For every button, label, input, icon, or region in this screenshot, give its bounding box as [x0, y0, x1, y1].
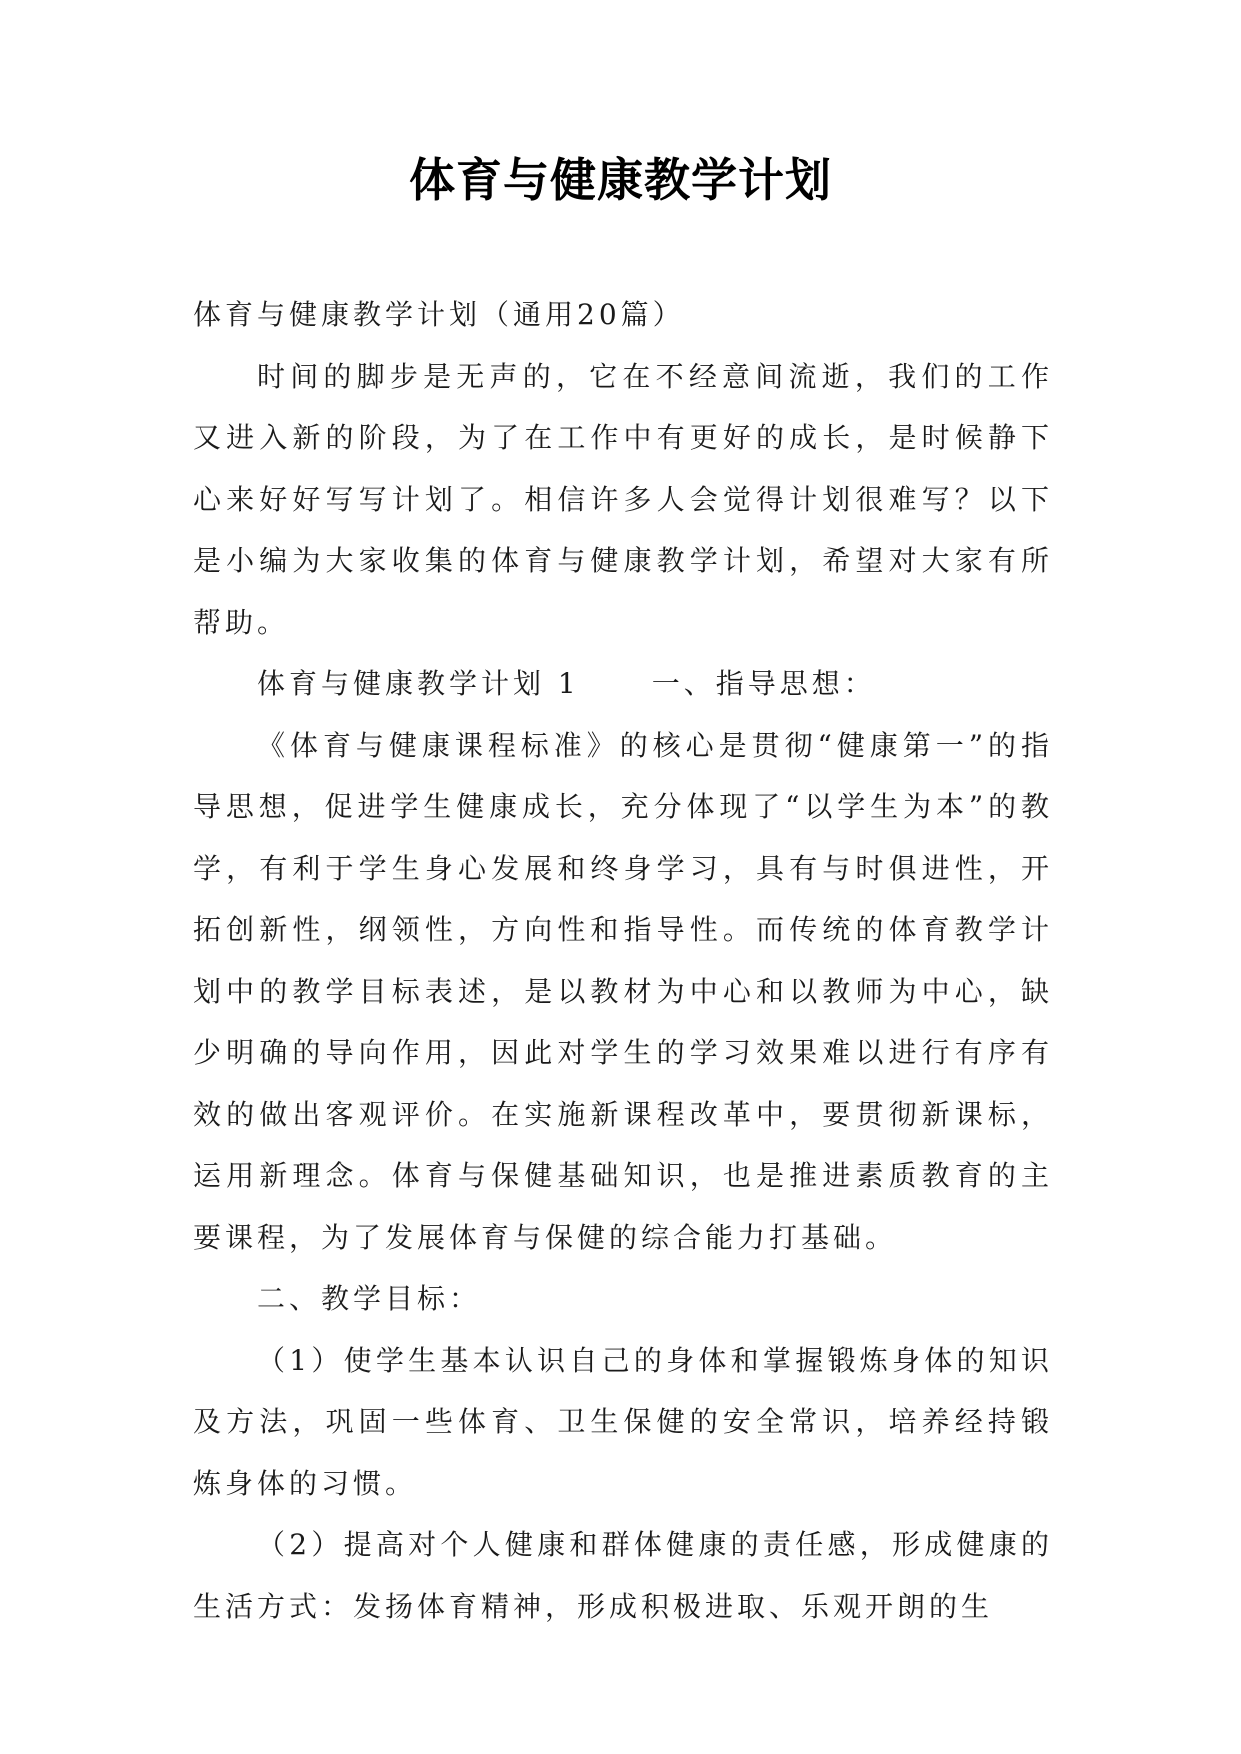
intro-paragraph: 时间的脚步是无声的，它在不经意间流逝，我们的工作又进入新的阶段，为了在工作中有更好的成长，是时候静下心来好好写写计划了。相信许多人会觉得计划很难写？以下是小编为大家收集的体育与健康教学计划，希望对大家有所帮助。: [193, 359, 1053, 639]
document-title: 体育与健康教学计划: [409, 153, 832, 207]
heading-guiding-ideology: 一、指导思想：: [651, 667, 876, 700]
goal-item-2: （2）提高对个人健康和群体健康的责任感，形成健康的生活方式：发扬体育精神，形成积极进取、乐观开朗的生: [193, 1528, 1053, 1623]
document-subtitle: 体育与健康教学计划（通用20篇）: [193, 298, 685, 331]
guiding-ideology-paragraph: 《体育与健康课程标准》的核心是贯彻“健康第一”的指导思想，促进学生健康成长，充分体现了“以学生为本”的教学，有利于学生身心发展和终身学习，具有与时俱进性，开拓创新性，纲领性，方向性和指导性。而传统的体育教学计划中的教学目标表述，是以教材为中心和以教师为中心，缺少明确的导向作用，因此对学生的学习效果难以进行有序有效的做出客观评价。在实施新课程改革中，要贯彻新课标，运用新理念。体育与保健基础知识，也是推进素质教育的主要课程，为了发展体育与保健的综合能力打基础。: [193, 728, 1053, 1254]
document-body: [193, 284, 1053, 1637]
goal-item-1: （1）使学生基本认识自己的身体和掌握锻炼身体的知识及方法，巩固一些体育、卫生保健的安全常识，培养经持锻炼身体的习惯。: [193, 1343, 1053, 1500]
heading-teaching-goals: 二、教学目标：: [257, 1282, 482, 1315]
section-heading-line: [193, 653, 1053, 715]
section-title: 体育与健康教学计划 1: [257, 667, 580, 700]
